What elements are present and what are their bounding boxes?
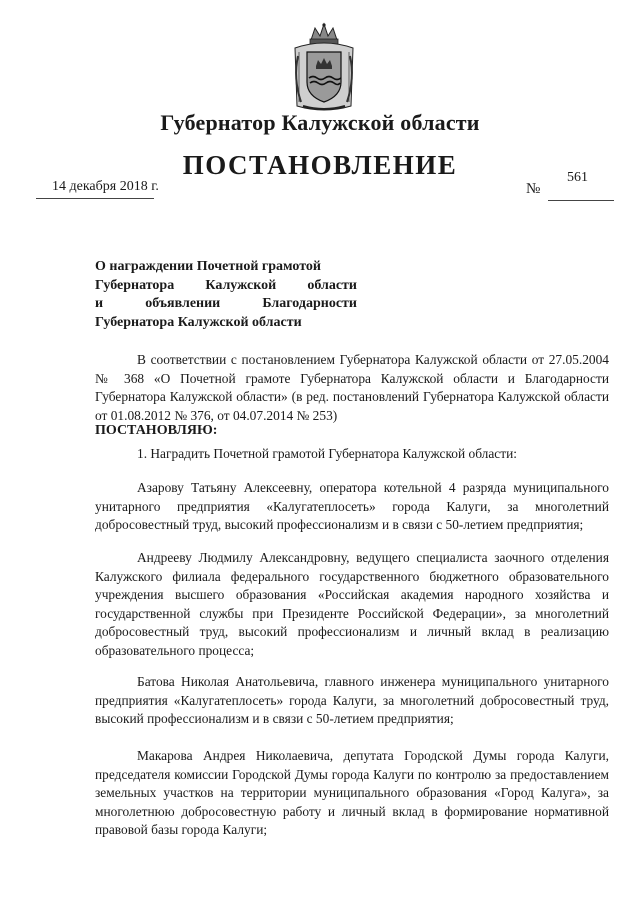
issuing-authority: Губернатор Калужской области: [160, 110, 480, 135]
clause-1: [95, 445, 609, 464]
document-number: 561: [567, 170, 588, 185]
awardee-paragraph: [95, 747, 609, 840]
preamble: [95, 351, 609, 425]
document-type-title: ПОСТАНОВЛЕНИЕ: [182, 150, 458, 180]
awardee-text: Андрееву Людмилу Александровну, ведущего специалиста заочного отделения Калужского филиала федерального государственного бюджетного образовательного учреждения высшего образования «Российская академия народного хозяйства и государственной службы при Президенте Российской Федерации», за многолетний добросовестный труд, высокий профессионализм и личный вклад в реализацию образовательного процесса;: [95, 550, 609, 658]
kaluga-coat-of-arms-icon: [289, 22, 359, 114]
subject-line: и объявлении Благодарности: [95, 296, 357, 311]
document-date: 14 декабря 2018 г.: [52, 179, 159, 194]
subject-line: Губернатора Калужской области: [95, 314, 302, 330]
number-underline: [548, 200, 614, 201]
subject-line: О награждении Почетной грамотой: [95, 259, 321, 274]
awardee-text: Батова Николая Анатольевича, главного инженера муниципального унитарного предприятия «Калугатеплосеть» города Калуги, за многолетний добросовестный труд, высокий профессионализм и в связи с 50-летием предприятия;: [95, 674, 609, 726]
awardee-text: Азарову Татьяну Алексеевну, оператора котельной 4 разряда муниципального унитарного предприятия «Калугатеплосеть» города Калуги, за многолетний добросовестный труд, высокий профессионализм и в связи с 50-летием предприятия;: [95, 480, 609, 532]
subject-line: Губернатора Калужской области: [95, 277, 357, 293]
awardee-paragraph: [95, 479, 609, 535]
clause-1-text: 1. Наградить Почетной грамотой Губернатора Калужской области:: [137, 446, 517, 461]
date-underline: [36, 198, 154, 199]
decree-word: ПОСТАНОВЛЯЮ:: [95, 423, 218, 438]
awardee-paragraph: [95, 673, 609, 729]
preamble-text: В соответствии с постановлением Губернатора Калужской области от 27.05.2004 № 368 «О Почетной грамоте Губернатора Калужской области и Благодарности Губернатора Калужской области» (в ред. постановлений Губернатора Калужской области от 01.08.2012 № 376, от 04.07.2014 № 253): [95, 352, 609, 423]
document-subject: [95, 258, 357, 332]
awardee-paragraph: [95, 549, 609, 660]
awardee-text: Макарова Андрея Николаевича, депутата Городской Думы города Калуги, председателя комиссии Городской Думы города Калуги по контролю за предоставлением земельных участков на территории муниципального образования «Город Калуга», за многолетнюю добросовестную работу и личный вклад в формирование нормативной правовой базы города Калуги;: [95, 748, 609, 837]
number-label: №: [526, 181, 541, 197]
